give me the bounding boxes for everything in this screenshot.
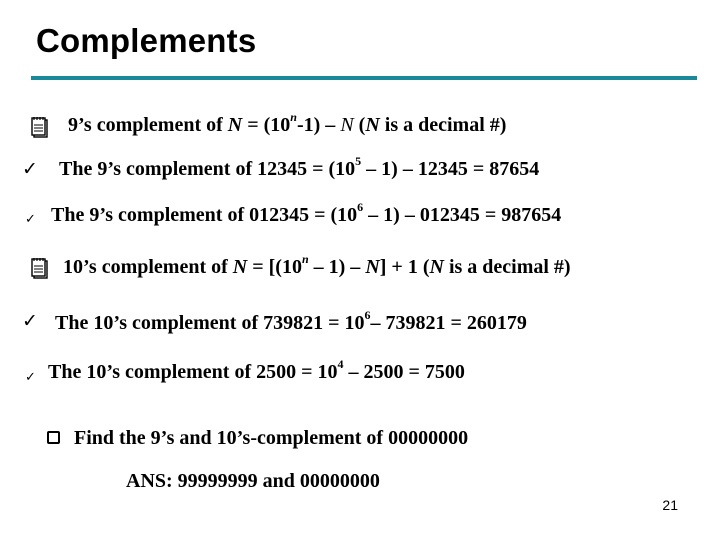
line-9s-complement-definition: 9’s complement of $N = (10^n-1) - N$ (N is a decimal #) [68, 110, 507, 136]
line-9s-example-012345: The 9’s complement of $012345 = (10^6 - 1) - 012345 = 987654$ [51, 200, 562, 226]
checkmark-icon: ✓ [22, 158, 38, 180]
line-exercise-question: Find the 9’s and 10’s-complement of 00000000 [74, 427, 469, 449]
checkmark-icon: ✓ [25, 370, 36, 385]
line-exercise-answer: ANS: 99999999 and 00000000 [126, 470, 380, 492]
notepad-icon [31, 256, 49, 278]
square-bullet-icon [47, 431, 60, 444]
page-number: 21 [662, 497, 678, 513]
checkmark-icon: ✓ [25, 212, 36, 227]
line-9s-example-12345: The 9’s complement of $12345 = (10^5 - 1) - 12345 = 87654$ [59, 154, 540, 180]
slide-title: Complements [36, 22, 257, 59]
title-underline [31, 76, 697, 80]
notepad-icon [31, 115, 49, 137]
line-10s-example-739821: The 10’s complement of $739821 = 10^6-$ 739821 = 260179 [55, 308, 527, 334]
line-10s-example-2500: The 10’s complement of $2500 = 10^4 - 2500 = 7500$ [48, 357, 465, 383]
line-10s-complement-definition: 10’s complement of $N = [(10^n - 1) - N] + 1$ (N is a decimal #) [63, 252, 571, 278]
checkmark-icon: ✓ [22, 310, 38, 332]
